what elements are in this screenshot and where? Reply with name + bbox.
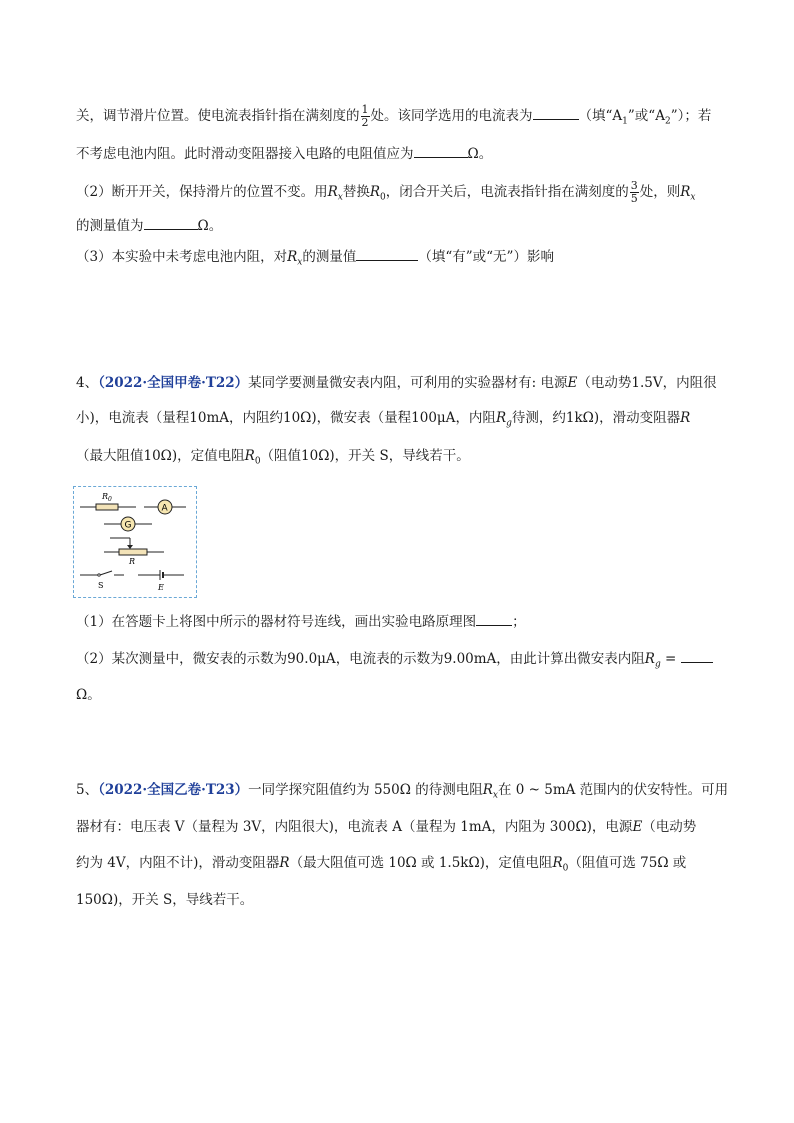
- answer-blank[interactable]: [533, 105, 579, 120]
- text: 一同学探究阻值约为 550Ω 的待测电阻: [248, 782, 483, 798]
- text: （电动势1.5V，内阻很: [577, 375, 717, 391]
- text: 处，则: [639, 184, 681, 200]
- text: 不考虑电池内阻。此时滑动变阻器接入电路的电阻值应为: [76, 146, 414, 162]
- subscript: 0: [254, 456, 261, 467]
- text: ，电流表的示数为: [335, 651, 444, 667]
- subscript: g: [654, 659, 661, 670]
- question-source-tag: （2022·全国乙卷·T23）: [98, 782, 249, 798]
- text: ；: [512, 614, 526, 630]
- subscript: 0: [562, 863, 569, 874]
- rheostat-icon: [119, 549, 147, 555]
- text: 在 0 ~ 5mA 范围内的伏安特性。可用: [497, 782, 729, 798]
- rheostat-label: R: [129, 557, 136, 566]
- question-4-sub-1: [76, 611, 526, 632]
- text: （3）本实验中未考虑电池内阻，对: [76, 249, 288, 265]
- symbol-R: R: [482, 782, 493, 798]
- text: 处。该同学选用的电流表为: [370, 108, 533, 124]
- r0-label: $R_0$: [102, 492, 112, 503]
- text: Ω。: [197, 218, 223, 234]
- fraction-1-2: [361, 104, 370, 129]
- prev-question-sub-2-line-2: [76, 215, 222, 236]
- subscript: x: [492, 790, 498, 801]
- text: ”）；若: [670, 108, 712, 124]
- text: 的测量值: [302, 249, 357, 265]
- question-4-line-2: [76, 408, 690, 434]
- circuit-svg: [74, 487, 196, 597]
- galvanometer-label: G: [124, 520, 132, 531]
- symbol-R: R: [680, 184, 691, 200]
- text: 约为 4V，内阻不计)，滑动变阻器: [76, 855, 280, 871]
- text: ”或“A: [627, 108, 665, 124]
- text: 关，调节滑片位置。使电流表指针指在满刻度的: [76, 108, 360, 124]
- slider-arrowhead-icon: [127, 545, 133, 549]
- text: （填“A: [578, 108, 623, 124]
- question-number: 5、: [76, 782, 99, 798]
- fraction-numerator: 1: [361, 103, 369, 116]
- text: ，内阻: [455, 410, 496, 426]
- text: （填“有”或“无”）影响: [418, 249, 554, 265]
- answer-blank[interactable]: [681, 648, 713, 663]
- switch-label: S: [98, 581, 104, 590]
- answer-blank[interactable]: [414, 143, 468, 158]
- symbol-R: R: [680, 410, 691, 426]
- symbol-R: R: [495, 410, 507, 426]
- text: 90.0μA: [287, 651, 336, 667]
- symbol-R: R: [369, 184, 381, 200]
- prev-question-sub-3: [76, 246, 554, 273]
- fraction-3-5: [630, 180, 639, 205]
- prev-question-line-1: [76, 104, 711, 132]
- text: 小)，电流表（量程10mA，内阻约10Ω)，微安表（量程: [76, 410, 412, 426]
- text: 待测，约1kΩ)，滑动变阻器: [511, 410, 681, 426]
- fraction-numerator: 3: [630, 179, 638, 192]
- answer-blank[interactable]: [356, 246, 418, 261]
- circuit-components-diagram: [73, 486, 197, 598]
- text: 的测量值为: [76, 218, 144, 234]
- subscript: 1: [622, 116, 628, 127]
- prev-question-sub-2-line-1: [76, 180, 696, 208]
- text: ，由此计算出微安表内阻: [496, 651, 645, 667]
- text: Ω。: [467, 146, 493, 162]
- text: （最大阻值10Ω)，定值电阻: [76, 448, 245, 464]
- symbol-E: E: [567, 375, 578, 391]
- subscript: x: [297, 257, 303, 268]
- subscript: g: [506, 418, 512, 429]
- question-5-line-4: [76, 890, 253, 910]
- question-5-line-3: [76, 853, 686, 879]
- fraction-denominator: 2: [361, 116, 369, 129]
- text: 9.00mA: [443, 651, 497, 667]
- symbol-E: E: [632, 819, 643, 835]
- text: （阻值10Ω)，开关 S，导线若干。: [260, 448, 470, 464]
- subscript: x: [690, 192, 696, 203]
- symbol-R: R: [287, 249, 298, 265]
- text: =: [665, 651, 677, 667]
- question-4-sub-2-line-1: [76, 648, 713, 675]
- text: ，闭合开关后，电流表指针指在满刻度的: [385, 184, 629, 200]
- text: 器材有：电压表 V（量程为 3V，内阻很大)，电流表 A（量程为 1mA，内阻为 300Ω)，电源: [76, 819, 633, 835]
- text: （2）断开开关，保持滑片的位置不变。用: [76, 184, 328, 200]
- answer-blank[interactable]: [144, 215, 198, 230]
- subscript: 0: [380, 192, 386, 203]
- question-5-line-1: [76, 780, 728, 806]
- question-4-line-1: [76, 373, 717, 393]
- text: （1）在答题卡上将图中所示的器材符号连线，画出实验电路原理图: [76, 614, 477, 630]
- fraction-denominator: 5: [630, 192, 638, 205]
- text: （阻值可选 75Ω 或: [568, 855, 687, 871]
- symbol-R: R: [644, 651, 655, 667]
- text: 150Ω)，开关 S，导线若干。: [76, 892, 254, 908]
- battery-label: E: [158, 583, 164, 592]
- text: （电动势: [642, 819, 697, 835]
- text: 替换: [342, 184, 370, 200]
- ammeter-label: A: [161, 503, 168, 514]
- text: Ω。: [76, 687, 101, 703]
- question-4-sub-2-line-2: [76, 685, 101, 705]
- symbol-R: R: [244, 448, 255, 464]
- symbol-R: R: [327, 184, 338, 200]
- switch-icon: [100, 571, 112, 575]
- symbol-R: R: [279, 855, 290, 871]
- switch-contact: [98, 574, 100, 576]
- question-source-tag: （2022·全国甲卷·T22）: [98, 375, 249, 391]
- subscript: 2: [664, 116, 671, 127]
- text: 某同学要测量微安表内阻，可利用的实验器材有: 电源: [248, 375, 568, 391]
- question-number: 4、: [76, 375, 99, 391]
- symbol-R: R: [552, 855, 563, 871]
- text: （最大阻值可选 10Ω 或 1.5kΩ)，定值电阻: [289, 855, 553, 871]
- question-4-line-3: [76, 446, 470, 472]
- prev-question-line-2: [76, 143, 492, 164]
- text: 100μA: [411, 410, 456, 426]
- question-5-line-2: [76, 817, 696, 837]
- answer-blank[interactable]: [476, 611, 512, 626]
- text: （2）某次测量中，微安表的示数为: [76, 651, 288, 667]
- resistor-r0-icon: [96, 504, 118, 510]
- subscript: x: [337, 192, 343, 203]
